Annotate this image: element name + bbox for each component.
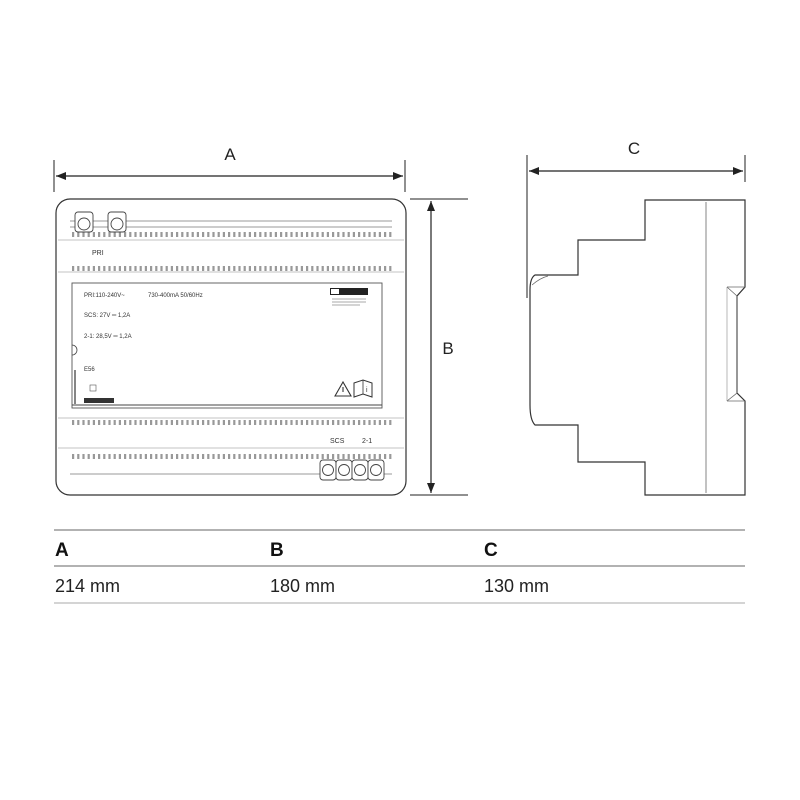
vent-slot [337,266,339,271]
vent-slot [327,420,329,425]
vent-slot [322,454,324,459]
vent-slot [124,232,126,237]
vent-slot [160,420,162,425]
vent-slot [134,266,136,271]
vent-slot [88,420,90,425]
vent-slot [311,420,313,425]
vent-slot [119,266,121,271]
vent-slot [77,266,79,271]
vent-slot [290,232,292,237]
vent-slot [93,232,95,237]
vent-slot [264,420,266,425]
vent-slot [254,420,256,425]
vent-slot [186,266,188,271]
vent-slot [368,232,370,237]
vent-slot [114,266,116,271]
vent-slot [233,420,235,425]
device-side-view [530,200,745,495]
vent-slot [275,420,277,425]
vent-slot [363,232,365,237]
vent-slot [233,454,235,459]
vent-slot [181,266,183,271]
vent-slot [140,454,142,459]
vent-slot [379,420,381,425]
vent-slot [228,454,230,459]
vent-slot [98,454,100,459]
vent-slot [249,266,251,271]
vent-slot [358,266,360,271]
vent-slot [119,454,121,459]
vent-slot [389,420,391,425]
dimension-a [54,145,405,192]
vent-slot [363,420,365,425]
vent-slot [374,266,376,271]
vent-slot [389,232,391,237]
vent-slot [119,420,121,425]
vent-slot [176,232,178,237]
vent-slot [244,454,246,459]
vent-slot [171,420,173,425]
vent-slot [134,232,136,237]
vent-slot [223,420,225,425]
vent-slot [150,266,152,271]
vent-slot [244,420,246,425]
vent-slot [218,454,220,459]
vent-slot [145,420,147,425]
vent-slot [166,266,168,271]
vent-slot [290,266,292,271]
vent-slot [88,232,90,237]
vent-slot [322,420,324,425]
vent-slot [134,454,136,459]
vent-slot [280,420,282,425]
vent-slot [212,454,214,459]
vent-slot [93,454,95,459]
vent-slot [145,266,147,271]
vent-slot [296,232,298,237]
vent-slot [98,232,100,237]
vent-slot [342,420,344,425]
vent-slot [82,232,84,237]
vent-slot [223,454,225,459]
vent-slot [342,232,344,237]
vent-slot [150,454,152,459]
vent-slot [181,232,183,237]
rating-line-1b: 730-400mA 50/60Hz [148,293,203,299]
vent-slot [254,232,256,237]
vent-slot [186,232,188,237]
rating-line-3: 2-1: 28,5V ═ 1,2A [84,334,132,340]
vent-slot [150,232,152,237]
vent-slot [186,454,188,459]
vent-slot [285,420,287,425]
vent-slot [353,454,355,459]
vent-slot [72,232,74,237]
vent-slot [368,420,370,425]
vent-slot [259,454,261,459]
vent-slot [379,232,381,237]
vent-slot [207,420,209,425]
vent-slot [103,454,105,459]
vent-slot [275,232,277,237]
vent-slot [108,266,110,271]
vent-slot [176,420,178,425]
vent-slot [88,454,90,459]
vent-slot [103,266,105,271]
vent-slot [311,232,313,237]
dimension-b [410,199,468,495]
vent-slot [264,266,266,271]
vent-slot [249,454,251,459]
scs-terminal-label: SCS [330,438,345,445]
vent-slot [145,232,147,237]
vent-slot [108,232,110,237]
device-front-view [56,199,406,495]
vent-slot [270,266,272,271]
vent-slot [166,454,168,459]
vent-slot [332,232,334,237]
vent-slot [327,266,329,271]
vent-slot [202,232,204,237]
vent-slot [379,454,381,459]
vent-slot [77,420,79,425]
vent-slot [275,454,277,459]
vent-slot [207,454,209,459]
vent-slot [285,266,287,271]
vent-slot [311,454,313,459]
vent-slot [72,454,74,459]
screw-head [371,465,382,476]
vent-slot [233,266,235,271]
vent-slot [301,454,303,459]
dimension-table [54,530,745,603]
vent-slot [166,232,168,237]
rating-line-2: SCS: 27V ═ 1,2A [84,313,131,319]
vent-slot [72,266,74,271]
vent-slot [374,454,376,459]
svg-text:i: i [366,387,368,394]
vent-slot [322,266,324,271]
vent-slot [192,454,194,459]
dimension-a-label: A [224,145,236,164]
vent-slot [368,266,370,271]
vent-slot [108,420,110,425]
vent-slot [202,454,204,459]
vent-slot [114,232,116,237]
vent-slot [197,420,199,425]
vent-slot [259,266,261,271]
vent-slot [363,266,365,271]
vent-slot [306,420,308,425]
vent-slot [145,454,147,459]
vent-slot [374,232,376,237]
table-header-a: A [55,540,69,561]
vent-slot [358,454,360,459]
vent-slot [384,266,386,271]
vent-slot [379,266,381,271]
vent-slot [311,266,313,271]
vent-slot [202,420,204,425]
vent-slot [384,454,386,459]
vent-slot [249,420,251,425]
vent-slot [218,232,220,237]
vent-slot [264,454,266,459]
vent-slot [155,266,157,271]
table-header-c: C [484,540,498,561]
vent-slot [280,232,282,237]
vent-slot [259,420,261,425]
vent-slot [327,232,329,237]
vent-slot [202,266,204,271]
vent-slot [353,420,355,425]
vent-slot [332,420,334,425]
vent-slot [150,420,152,425]
vent-slot [322,232,324,237]
vent-slot [160,232,162,237]
vent-slot [218,266,220,271]
vent-slot [160,454,162,459]
vent-slot [197,454,199,459]
vent-slot [77,454,79,459]
rating-label-panel [72,283,382,408]
vent-slot [233,232,235,237]
vent-slot [249,232,251,237]
vent-slot [306,266,308,271]
vent-slot [223,232,225,237]
vent-slot [337,232,339,237]
vent-slot [238,420,240,425]
table-value-b: 180 mm [270,576,336,596]
vent-slot [316,266,318,271]
vent-slot [290,420,292,425]
vent-slot [238,266,240,271]
vent-slot [114,420,116,425]
vent-slot [212,266,214,271]
vent-slot [192,420,194,425]
vent-slot [353,232,355,237]
dimension-b-label: B [442,339,454,358]
vent-slot [171,454,173,459]
vent-slot [270,454,272,459]
vent-slot [218,420,220,425]
vent-slot [88,266,90,271]
vent-slot [192,266,194,271]
vent-slot [348,232,350,237]
vent-slot [368,454,370,459]
vent-slot [342,266,344,271]
screw-head [355,465,366,476]
vent-slot [124,454,126,459]
brand-strip [84,398,114,403]
vent-slot [358,232,360,237]
vent-slot [332,454,334,459]
vent-slot [244,266,246,271]
vent-slot [238,232,240,237]
vent-slot [327,454,329,459]
vent-slot [264,232,266,237]
bus-terminal-label: 2-1 [362,438,373,445]
vent-slot [140,420,142,425]
dimension-c-label: C [627,139,641,158]
vent-slot [108,454,110,459]
vent-slot [77,232,79,237]
vent-slot [197,266,199,271]
vent-slot [186,420,188,425]
vent-slot [389,454,391,459]
vent-slot [223,266,225,271]
vent-slot [114,454,116,459]
vent-slot [348,454,350,459]
vent-slot [160,266,162,271]
vent-slot [134,420,136,425]
vent-slot [285,232,287,237]
vent-slot [124,266,126,271]
vent-slot [348,420,350,425]
vent-slot [374,420,376,425]
output-terminals [320,460,384,480]
vent-slot [98,266,100,271]
vent-slot [316,420,318,425]
vent-slot [389,266,391,271]
vent-slot [207,266,209,271]
vent-slot [166,420,168,425]
vent-slot [228,266,230,271]
vent-slot [119,232,121,237]
vent-slot [296,454,298,459]
vent-slot [306,232,308,237]
table-value-a: 214 mm [55,576,121,596]
pri-terminal-label: PRI [92,250,104,257]
vent-slot [129,420,131,425]
vent-slot [244,232,246,237]
vent-slot [155,420,157,425]
vent-slot [93,266,95,271]
vent-slot [181,454,183,459]
vent-slot [192,232,194,237]
vent-slot [363,454,365,459]
vent-slot [306,454,308,459]
vent-slot [129,266,131,271]
vent-slot [176,454,178,459]
vent-slot [353,266,355,271]
vent-slot [254,266,256,271]
vent-slot [155,454,157,459]
vent-slot [72,420,74,425]
vent-slot [140,266,142,271]
vent-slot [296,420,298,425]
vent-slot [332,266,334,271]
vent-slot [82,266,84,271]
vent-slot [228,232,230,237]
vent-slot [98,420,100,425]
model-code: E56 [84,367,95,373]
screw-head [339,465,350,476]
vent-slot [176,266,178,271]
vent-slot [337,420,339,425]
vent-slot [285,454,287,459]
vent-slot [181,420,183,425]
vent-slot [129,454,131,459]
vent-slot [337,454,339,459]
vent-slot [171,232,173,237]
vent-slot [238,454,240,459]
vent-slot [254,454,256,459]
vent-slot [140,232,142,237]
vent-slot [82,420,84,425]
vent-slot [82,454,84,459]
vent-slot [171,266,173,271]
vent-slot [270,420,272,425]
screw-head [323,465,334,476]
vent-slot [280,266,282,271]
table-value-c: 130 mm [484,576,550,596]
vent-slot [316,454,318,459]
vent-slot [358,420,360,425]
table-header-b: B [270,540,284,561]
vent-slot [155,232,157,237]
vent-slot [129,232,131,237]
vent-slot [275,266,277,271]
vent-slot [290,454,292,459]
vent-slot [316,232,318,237]
vent-slot [207,232,209,237]
vent-slot [301,420,303,425]
vent-slot [384,420,386,425]
vent-slot [348,266,350,271]
vent-slot [296,266,298,271]
vent-slot [384,232,386,237]
vent-slot [212,232,214,237]
vent-slot [103,420,105,425]
vent-slot [270,232,272,237]
vent-slot [212,420,214,425]
vent-slot [280,454,282,459]
vent-slot [103,232,105,237]
rating-line-1: PRI:110-240V~ [84,293,125,299]
vent-slot [301,266,303,271]
vent-slot [301,232,303,237]
vent-slot [259,232,261,237]
vent-slot [228,420,230,425]
vent-slot [342,454,344,459]
vent-slot [93,420,95,425]
vent-slot [197,232,199,237]
vent-slot [124,420,126,425]
